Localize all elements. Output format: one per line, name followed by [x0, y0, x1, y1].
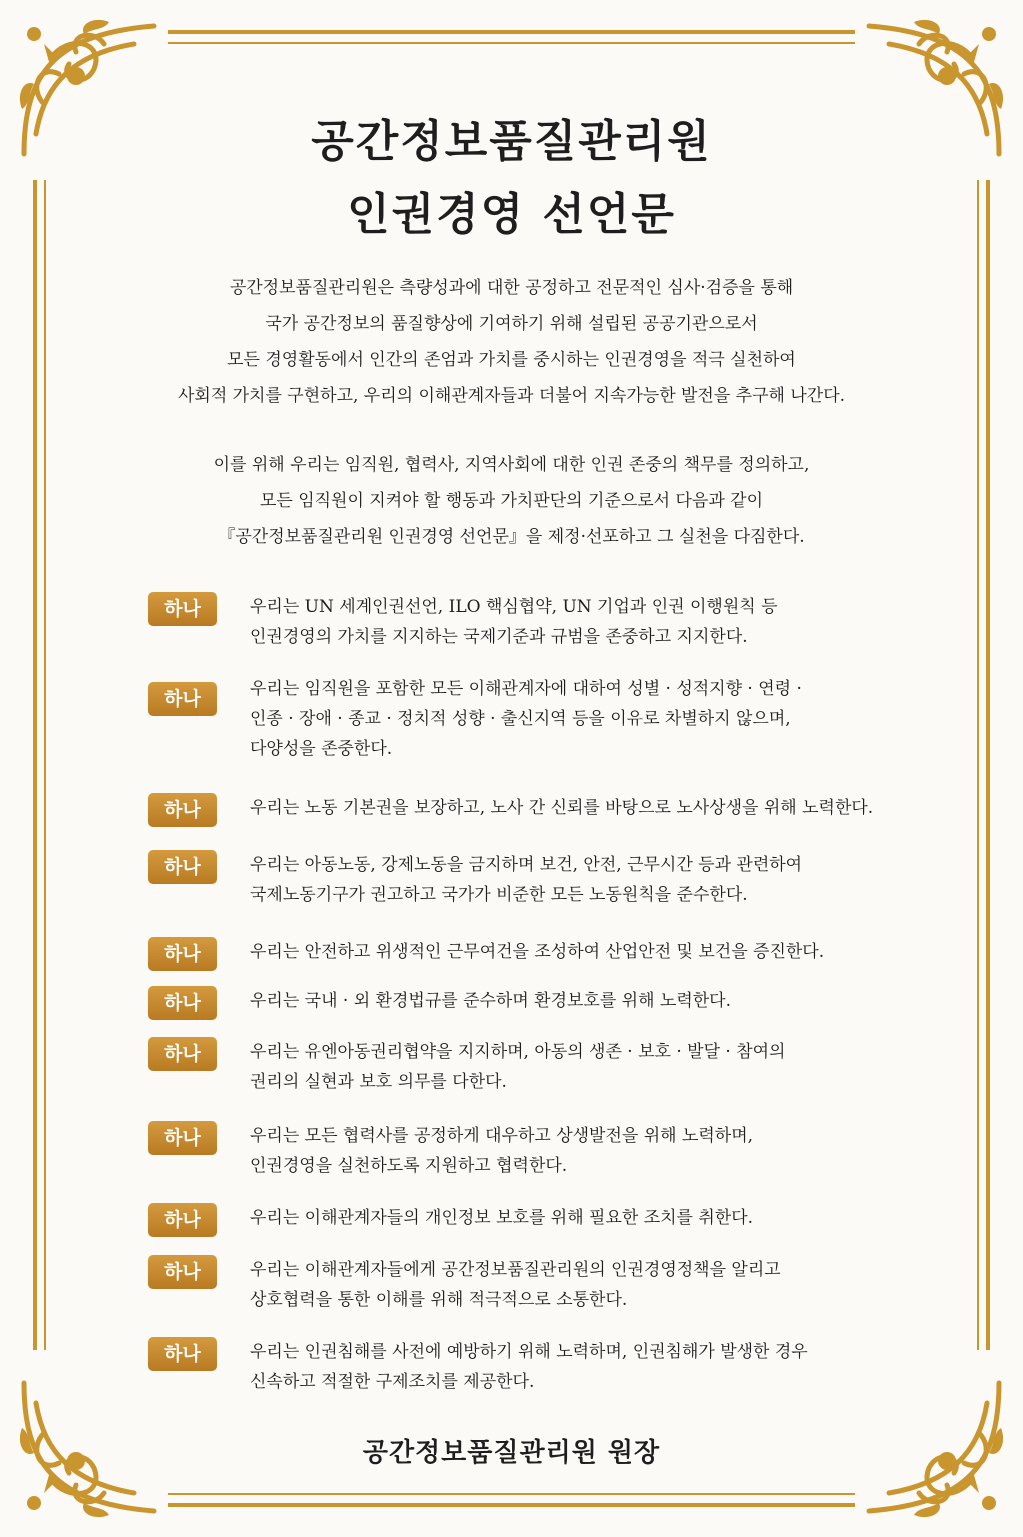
frame-top-inner-line — [168, 42, 855, 44]
item-line: 우리는 임직원을 포함한 모든 이해관계자에 대하여 성별 · 성적지향 · 연령 · — [250, 679, 802, 699]
item-line: 다양성을 존중한다. — [250, 739, 393, 759]
item-text — [250, 1255, 910, 1315]
signature: 공간정보품질관리원 원장 — [362, 1438, 661, 1468]
item-badge: 하나 — [148, 1337, 217, 1371]
intro-line: 『공간정보품질관리원 인권경영 선언문』을 제정·선포하고 그 실천을 다짐한다. — [218, 527, 805, 547]
item-line: 우리는 인권침해를 사전에 예방하기 위해 노력하며, 인권침해가 발생한 경우 — [250, 1342, 808, 1362]
item-line: 신속하고 적절한 구제조치를 제공한다. — [250, 1372, 535, 1392]
item-text — [250, 850, 910, 910]
item-line: 인권경영의 가치를 지지하는 국제기준과 규범을 존중하고 지지한다. — [250, 627, 748, 647]
frame-left-outer-line — [33, 180, 37, 1350]
item-badge: 하나 — [148, 937, 217, 971]
item-badge: 하나 — [148, 592, 217, 626]
intro-line: 공간정보품질관리원은 측량성과에 대한 공정하고 전문적인 심사·검증을 통해 — [229, 278, 794, 298]
item-badge: 하나 — [148, 682, 217, 716]
item-line: 우리는 노동 기본권을 보장하고, 노사 간 신뢰를 바탕으로 노사상생을 위해 노력한다. — [250, 798, 874, 818]
item-line: 우리는 UN 세계인권선언, ILO 핵심협약, UN 기업과 인권 이행원칙 등 — [250, 597, 778, 617]
item-text — [250, 937, 910, 967]
item-line: 우리는 국내 · 외 환경법규를 준수하며 환경보호를 위해 노력한다. — [250, 991, 732, 1011]
item-line: 우리는 안전하고 위생적인 근무여건을 조성하여 산업안전 및 보건을 증진한다. — [250, 942, 825, 962]
item-text — [250, 986, 910, 1016]
item-line: 우리는 이해관계자들에게 공간정보품질관리원의 인권경영정책을 알리고 — [250, 1260, 781, 1280]
item-line: 우리는 유엔아동권리협약을 지지하며, 아동의 생존 · 보호 · 발달 · 참여의 — [250, 1042, 786, 1062]
item-text — [250, 793, 910, 823]
item-badge: 하나 — [148, 1203, 217, 1237]
page-title-line-1: 공간정보품질관리원 — [311, 116, 712, 167]
frame-bottom-outer-line — [168, 1503, 855, 1507]
item-text — [250, 674, 910, 764]
frame-right-outer-line — [986, 180, 990, 1350]
item-line: 인종 · 장애 · 종교 · 정치적 성향 · 출신지역 등을 이유로 차별하지 않으며, — [250, 709, 791, 729]
item-line: 상호협력을 통한 이해를 위해 적극적으로 소통한다. — [250, 1290, 628, 1310]
frame-right-inner-line — [977, 180, 979, 1350]
item-badge: 하나 — [148, 850, 217, 884]
item-text — [250, 1037, 910, 1097]
intro-line: 이를 위해 우리는 임직원, 협력사, 지역사회에 대한 인권 존중의 책무를 정의하고, — [213, 455, 810, 475]
frame-top-outer-line — [168, 30, 855, 34]
intro-line: 국가 공간정보의 품질향상에 기여하기 위해 설립된 공공기관으로서 — [265, 314, 758, 334]
item-badge: 하나 — [148, 986, 217, 1020]
frame-bottom-inner-line — [168, 1493, 855, 1495]
item-badge: 하나 — [148, 1255, 217, 1289]
item-text — [250, 1121, 910, 1181]
intro-line: 사회적 가치를 구현하고, 우리의 이해관계자들과 더불어 지속가능한 발전을 추구해 나간다. — [177, 386, 846, 406]
item-line: 우리는 모든 협력사를 공정하게 대우하고 상생발전을 위해 노력하며, — [250, 1126, 754, 1146]
intro-line: 모든 경영활동에서 인간의 존엄과 가치를 중시하는 인권경영을 적극 실천하여 — [227, 350, 796, 370]
item-line: 우리는 아동노동, 강제노동을 금지하며 보건, 안전, 근무시간 등과 관련하여 — [250, 855, 803, 875]
item-text — [250, 1203, 910, 1233]
item-text — [250, 592, 910, 652]
intro-paragraph-2 — [100, 447, 923, 555]
item-line: 국제노동기구가 권고하고 국가가 비준한 모든 노동원칙을 준수한다. — [250, 885, 748, 905]
item-badge: 하나 — [148, 1121, 217, 1155]
item-line: 우리는 이해관계자들의 개인정보 보호를 위해 필요한 조치를 취한다. — [250, 1208, 754, 1228]
item-badge: 하나 — [148, 1037, 217, 1071]
item-badge: 하나 — [148, 793, 217, 827]
page-title-line-2: 인권경영 선언문 — [347, 189, 676, 240]
intro-paragraph-1 — [100, 270, 923, 414]
frame-left-inner-line — [44, 180, 46, 1350]
item-line: 인권경영을 실천하도록 지원하고 협력한다. — [250, 1156, 568, 1176]
intro-line: 모든 임직원이 지켜야 할 행동과 가치판단의 기준으로서 다음과 같이 — [259, 491, 764, 511]
item-line: 권리의 실현과 보호 의무를 다한다. — [250, 1072, 507, 1092]
item-text — [250, 1337, 910, 1397]
